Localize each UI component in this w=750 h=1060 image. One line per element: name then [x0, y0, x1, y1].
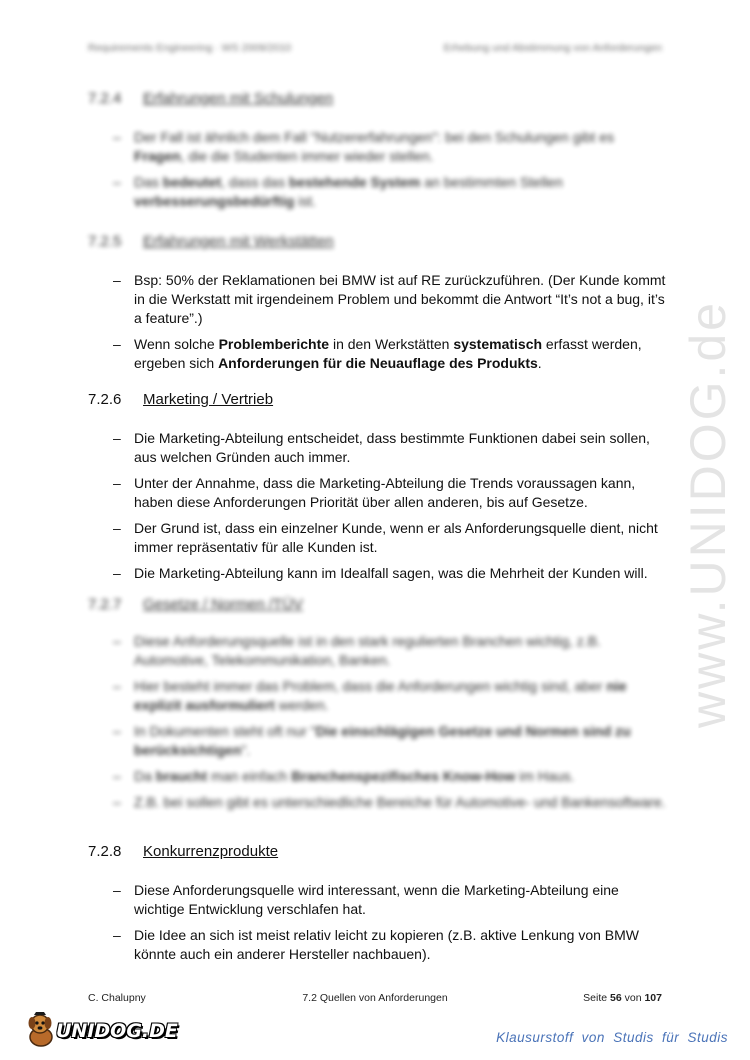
- item-text: Der Grund ist, dass ein einzelner Kunde, wenn er als Anforderungsquelle dient, nicht immer repräsentativ für alle Kunden ist.: [134, 520, 658, 555]
- page-footer: [88, 992, 662, 1004]
- list-item: [88, 474, 668, 512]
- section-list: [88, 632, 668, 819]
- item-text: Das: [134, 174, 163, 190]
- bullet-dash: –: [113, 475, 121, 491]
- item-text: Die Idee an sich ist meist relativ leicht zu kopieren (z.B. aktive Lenkung von BMW könnte auch ein anderer Hersteller nachbauen).: [134, 927, 639, 962]
- bullet-dash: –: [113, 336, 121, 352]
- list-item: [88, 271, 668, 328]
- bullet-dash: –: [113, 794, 121, 810]
- item-bold-text: Problemberichte: [218, 336, 330, 352]
- unidog-logo: [22, 1010, 182, 1050]
- item-text: In Dokumenten steht oft nur ": [134, 723, 316, 739]
- list-item: [88, 632, 668, 670]
- list-item: [88, 793, 668, 812]
- header-left: Requirements Engineering · WS 2009/2010: [88, 42, 292, 54]
- header-right: Erhebung und Abstimmung von Anforderungen: [443, 42, 662, 54]
- item-text: Z.B. bei sollen gibt es unterschiedliche Bereiche für Automotive- und Bankensoftware.: [134, 794, 666, 810]
- item-text: Bsp: 50% der Reklamationen bei BMW ist auf RE zurückzuführen. (Der Kunde kommt in die Werkstatt mit irgendeinem Problem und bekommt die Antwort “It’s not a bug, it’s a feature”.): [134, 272, 666, 326]
- item-bold-text: braucht: [155, 768, 208, 784]
- item-text: Hier besteht immer das Problem, dass die Anforderungen wichtig sind, aber: [134, 678, 607, 694]
- item-bold-text: systematisch: [453, 336, 543, 352]
- page-header: [88, 42, 662, 54]
- item-text: ist.: [294, 193, 317, 209]
- footer-author: C. Chalupny: [88, 992, 146, 1004]
- item-text: Diese Anforderungsquelle wird interessant, wenn die Marketing-Abteilung eine wichtige Entwicklung verschlafen hat.: [134, 882, 619, 917]
- section-list: [88, 271, 668, 380]
- item-text: erfasst werden, ergeben sich: [134, 336, 642, 371]
- list-item: [88, 677, 668, 715]
- section-heading: 7.2.8 Konkurrenzprodukte: [88, 843, 279, 860]
- list-item: [88, 335, 668, 373]
- section-7-2-7: [88, 596, 668, 810]
- logo-text: UNIDOG.DE: [56, 1020, 178, 1042]
- item-text: man einfach: [207, 768, 292, 784]
- list-item: [88, 767, 668, 786]
- item-text: in den Werkstätten: [329, 336, 454, 352]
- item-bold-text: verbesserungsbedürftig: [134, 193, 295, 209]
- bullet-dash: –: [113, 633, 121, 649]
- bullet-dash: –: [113, 678, 121, 694]
- footer-page-number: Seite 56 von 107: [583, 992, 662, 1004]
- item-bold-text: Fragen: [134, 148, 181, 164]
- item-text: an bestimmten Stellen: [420, 174, 563, 190]
- section-list: [88, 429, 668, 590]
- list-item: [88, 128, 668, 166]
- list-item: [88, 564, 668, 583]
- bullet-dash: –: [113, 430, 121, 446]
- item-text: Der Fall ist ähnlich dem Fall "Nutzererfahrungen": bei den Schulungen gibt es: [134, 129, 614, 145]
- bullet-dash: –: [113, 768, 121, 784]
- bullet-dash: –: [113, 723, 121, 739]
- item-bold-text: Die einschlägigen Gesetze und Normen sind zu berücksichtigen: [134, 723, 631, 758]
- item-text: ".: [241, 742, 251, 758]
- section-heading: 7.2.4 Erfahrungen mit Schulungen: [88, 90, 334, 107]
- item-text: .: [537, 355, 542, 371]
- item-text: , dass das: [221, 174, 289, 190]
- bullet-dash: –: [113, 174, 121, 190]
- watermark-text: www.UNIDOG.de: [680, 300, 736, 728]
- item-text: , die die Studenten immer wieder stellen.: [180, 148, 434, 164]
- bullet-dash: –: [113, 520, 121, 536]
- list-item: [88, 926, 668, 964]
- footer-chapter: 7.2 Quellen von Anforderungen: [302, 992, 448, 1004]
- bullet-dash: –: [113, 565, 121, 581]
- item-bold-text: bedeutet: [162, 174, 222, 190]
- section-7-2-8: [88, 843, 668, 962]
- section-7-2-5: [88, 233, 668, 371]
- item-text: Diese Anforderungsquelle ist in den stark regulierten Branchen wichtig, z.B. Automotive, Telekommunikation, Banken.: [134, 633, 601, 668]
- bullet-dash: –: [113, 272, 121, 288]
- item-bold-text: Anforderungen für die Neuauflage des Produkts: [218, 355, 538, 371]
- section-7-2-6: [88, 391, 668, 581]
- list-item: [88, 173, 668, 211]
- list-item: [88, 429, 668, 467]
- item-bold-text: nie explizit ausformuliert: [134, 678, 627, 713]
- item-text: Wenn solche: [134, 336, 219, 352]
- list-item: [88, 519, 668, 557]
- item-text: werden.: [274, 697, 329, 713]
- bullet-dash: –: [113, 927, 121, 943]
- item-text: Die Marketing-Abteilung entscheidet, dass bestimmte Funktionen dabei sein sollen, aus welchen Gründen auch immer.: [134, 430, 650, 465]
- item-text: Unter der Annahme, dass die Marketing-Abteilung die Trends voraussagen kann, haben diese Anforderungen Priorität über allen anderen, bis auf Gesetze.: [134, 475, 636, 510]
- item-text: im Haus.: [515, 768, 575, 784]
- bullet-dash: –: [113, 882, 121, 898]
- tagline: Klausurstoff von Studis für Studis: [496, 1030, 728, 1045]
- list-item: [88, 881, 668, 919]
- section-7-2-4: [88, 90, 668, 209]
- section-list: [88, 881, 668, 971]
- list-item: [88, 722, 668, 760]
- bullet-dash: –: [113, 129, 121, 145]
- section-list: [88, 128, 668, 218]
- item-text: Die Marketing-Abteilung kann im Idealfall sagen, was die Mehrheit der Kunden will.: [134, 565, 648, 581]
- item-bold-text: bestehende System: [288, 174, 421, 190]
- item-bold-text: Branchenspezifisches Know-How: [291, 768, 516, 784]
- item-text: Da: [134, 768, 156, 784]
- section-heading: 7.2.5 Erfahrungen mit Werkstätten: [88, 233, 334, 250]
- section-heading: 7.2.7 Gesetze / Normen /TÜV: [88, 596, 304, 613]
- section-heading: 7.2.6 Marketing / Vertrieb: [88, 391, 274, 408]
